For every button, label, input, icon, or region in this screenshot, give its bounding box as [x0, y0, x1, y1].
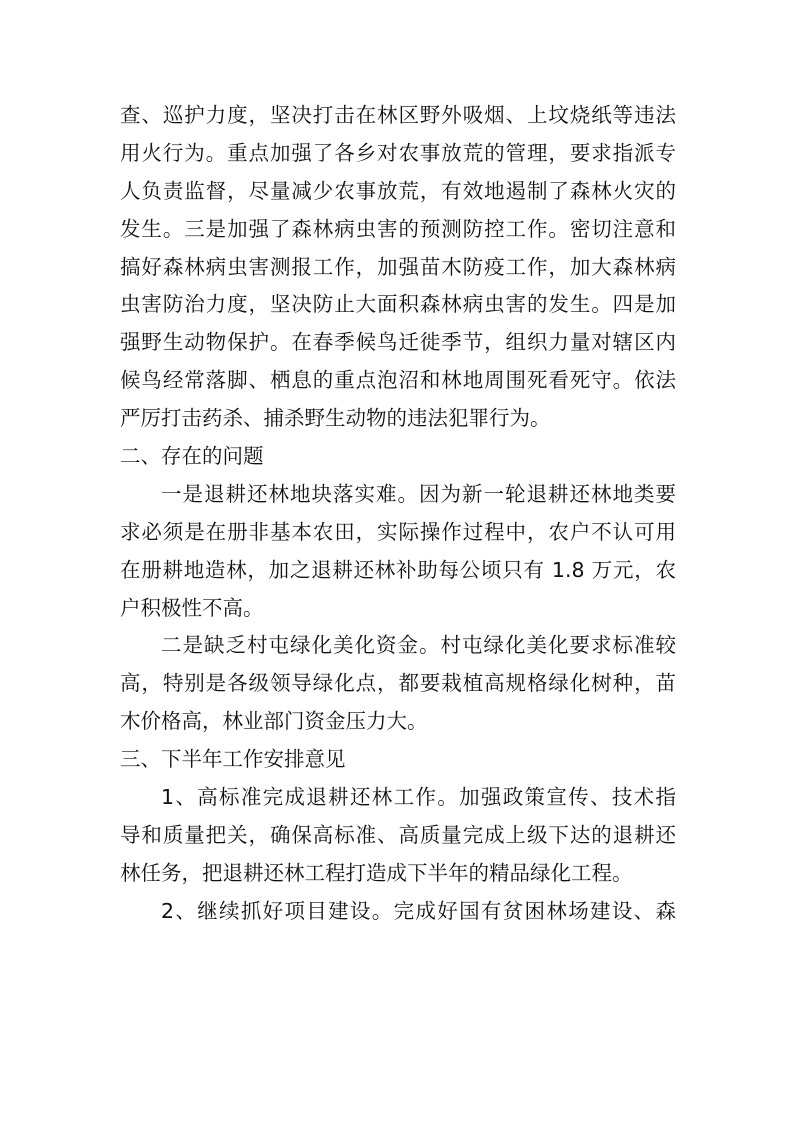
paragraph-line: 户积极性不高。	[120, 595, 264, 620]
paragraph-line: 严厉打击药杀、捕杀野生动物的违法犯罪行为。	[120, 406, 551, 431]
paragraph-line: 搞好森林病虫害测报工作，加强苗木防疫工作，加大森林病	[120, 254, 676, 279]
paragraph-line: 一是退耕还林地块落实难。因为新一轮退耕还林地类要	[161, 481, 676, 506]
paragraph-line: 人负责监督，尽量减少农事放荒，有效地遏制了森林火灾的	[120, 178, 676, 203]
paragraph-line: 求必须是在册非基本农田，实际操作过程中，农户不认可用	[120, 519, 676, 544]
paragraph-line: 候鸟经常落脚、栖息的重点泡沼和林地周围死看死守。依法	[120, 368, 676, 393]
paragraph-line: 木价格高，林业部门资金压力大。	[120, 709, 428, 734]
paragraph-line: 用火行为。重点加强了各乡对农事放荒的管理，要求指派专	[120, 140, 676, 165]
section-heading: 二、存在的问题	[120, 444, 264, 469]
paragraph-line: 强野生动物保护。在春季候鸟迁徙季节，组织力量对辖区内	[120, 330, 676, 355]
paragraph-line: 在册耕地造林，加之退耕还林补助每公顷只有 1.8 万元，农	[120, 557, 676, 582]
paragraph-line: 2、继续抓好项目建设。完成好国有贫困林场建设、森	[161, 898, 676, 923]
paragraph-line: 查、巡护力度，坚决打击在林区野外吸烟、上坟烧纸等违法	[120, 103, 676, 127]
paragraph-line: 虫害防治力度，坚决防止大面积森林病虫害的发生。四是加	[120, 292, 676, 317]
document-body	[120, 97, 676, 931]
paragraph-line: 二是缺乏村屯绿化美化资金。村屯绿化美化要求标准较	[161, 633, 676, 658]
paragraph-line: 高，特别是各级领导绿化点，都要栽植高规格绿化树种，苗	[120, 671, 676, 696]
paragraph-line: 1、高标准完成退耕还林工作。加强政策宣传、技术指	[161, 785, 676, 810]
paragraph-line: 发生。三是加强了森林病虫害的预测防控工作。密切注意和	[120, 216, 676, 241]
paragraph-line: 导和质量把关，确保高标准、高质量完成上级下达的退耕还	[120, 822, 676, 847]
section-heading: 三、下半年工作安排意见	[120, 747, 346, 772]
paragraph-line: 林任务，把退耕还林工程打造成下半年的精品绿化工程。	[120, 860, 633, 885]
